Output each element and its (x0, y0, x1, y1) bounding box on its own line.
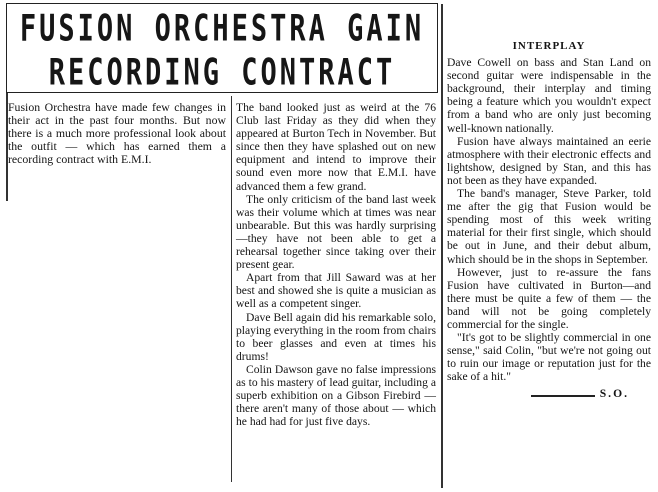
middle-column (236, 101, 436, 428)
byline-signature (447, 387, 651, 400)
byline-rule (531, 395, 595, 397)
headline-line-1: FUSION ORCHESTRA GAIN (19, 8, 425, 50)
middle-paragraph: Dave Bell again did his remarkable solo, playing everything in the room from chairs to beer glasses and even at times his drums! (236, 310, 436, 363)
headline-line-2: RECORDING CONTRACT (48, 52, 396, 94)
middle-paragraph: Apart from that Jill Saward was at her best and showed she is quite a musician as well as a competent singer. (236, 271, 436, 311)
right-paragraph: Fusion have always maintained an eerie atmosphere with their electronic effects and lightshow, designed by Stan, and this has not been as they have expanded. (447, 134, 651, 187)
column-divider-right (441, 4, 443, 488)
middle-paragraph: Colin Dawson gave no false impressions as to his mastery of lead guitar, including a superb exhibition on a Gibson Firebird — there aren't many of those about — which he had had for just five days. (236, 362, 436, 429)
lead-paragraph: Fusion Orchestra have made few changes in their act in the past four months. But now there is a much more professional look about the outfit — which has earned them a recording contract with E.M.I. (8, 100, 226, 166)
right-paragraph: However, just to re-assure the fans Fusion have cultivated in Burton—and there must be quite a few of them — the band will not be going completely commercial for the single. (447, 265, 651, 331)
right-column (447, 40, 651, 401)
lead-paragraph-block (8, 101, 226, 166)
right-paragraph: The band's manager, Steve Parker, told me after the gig that Fusion would be spending most of this week writing material for their first single, which should be out in June, and their debut album, which should be in the shops in September. (447, 187, 651, 266)
middle-paragraph: The band looked just as weird at the 76 Club last Friday as they did when they appeared at Burton Tech in November. But since then they have splashed out on new equipment and intend to improve their sound even more now that E.M.I. have advanced them a few grand. (236, 101, 436, 193)
column-divider-left (231, 96, 232, 482)
interplay-subhead: INTERPLAY (512, 40, 586, 52)
middle-paragraph: The only criticism of the band last week was their volume which at times was near unbearable. But this was hardly surprising—they have not been able to get a rehearsal together since taking over their present gear. (236, 192, 436, 272)
byline-initials: S.O. (599, 387, 629, 401)
right-paragraph: "It's got to be slightly commercial in one sense," said Colin, "but we're not going out to ruin our image or reputation just for the sake of a hit." (447, 331, 651, 384)
headline-box (6, 3, 438, 93)
right-paragraph: Dave Cowell on bass and Stan Land on second guitar were indispensable in the background, their interplay and timing being a feature which you wouldn't expect from a band who are only just becoming well-known nationally. (447, 56, 651, 135)
